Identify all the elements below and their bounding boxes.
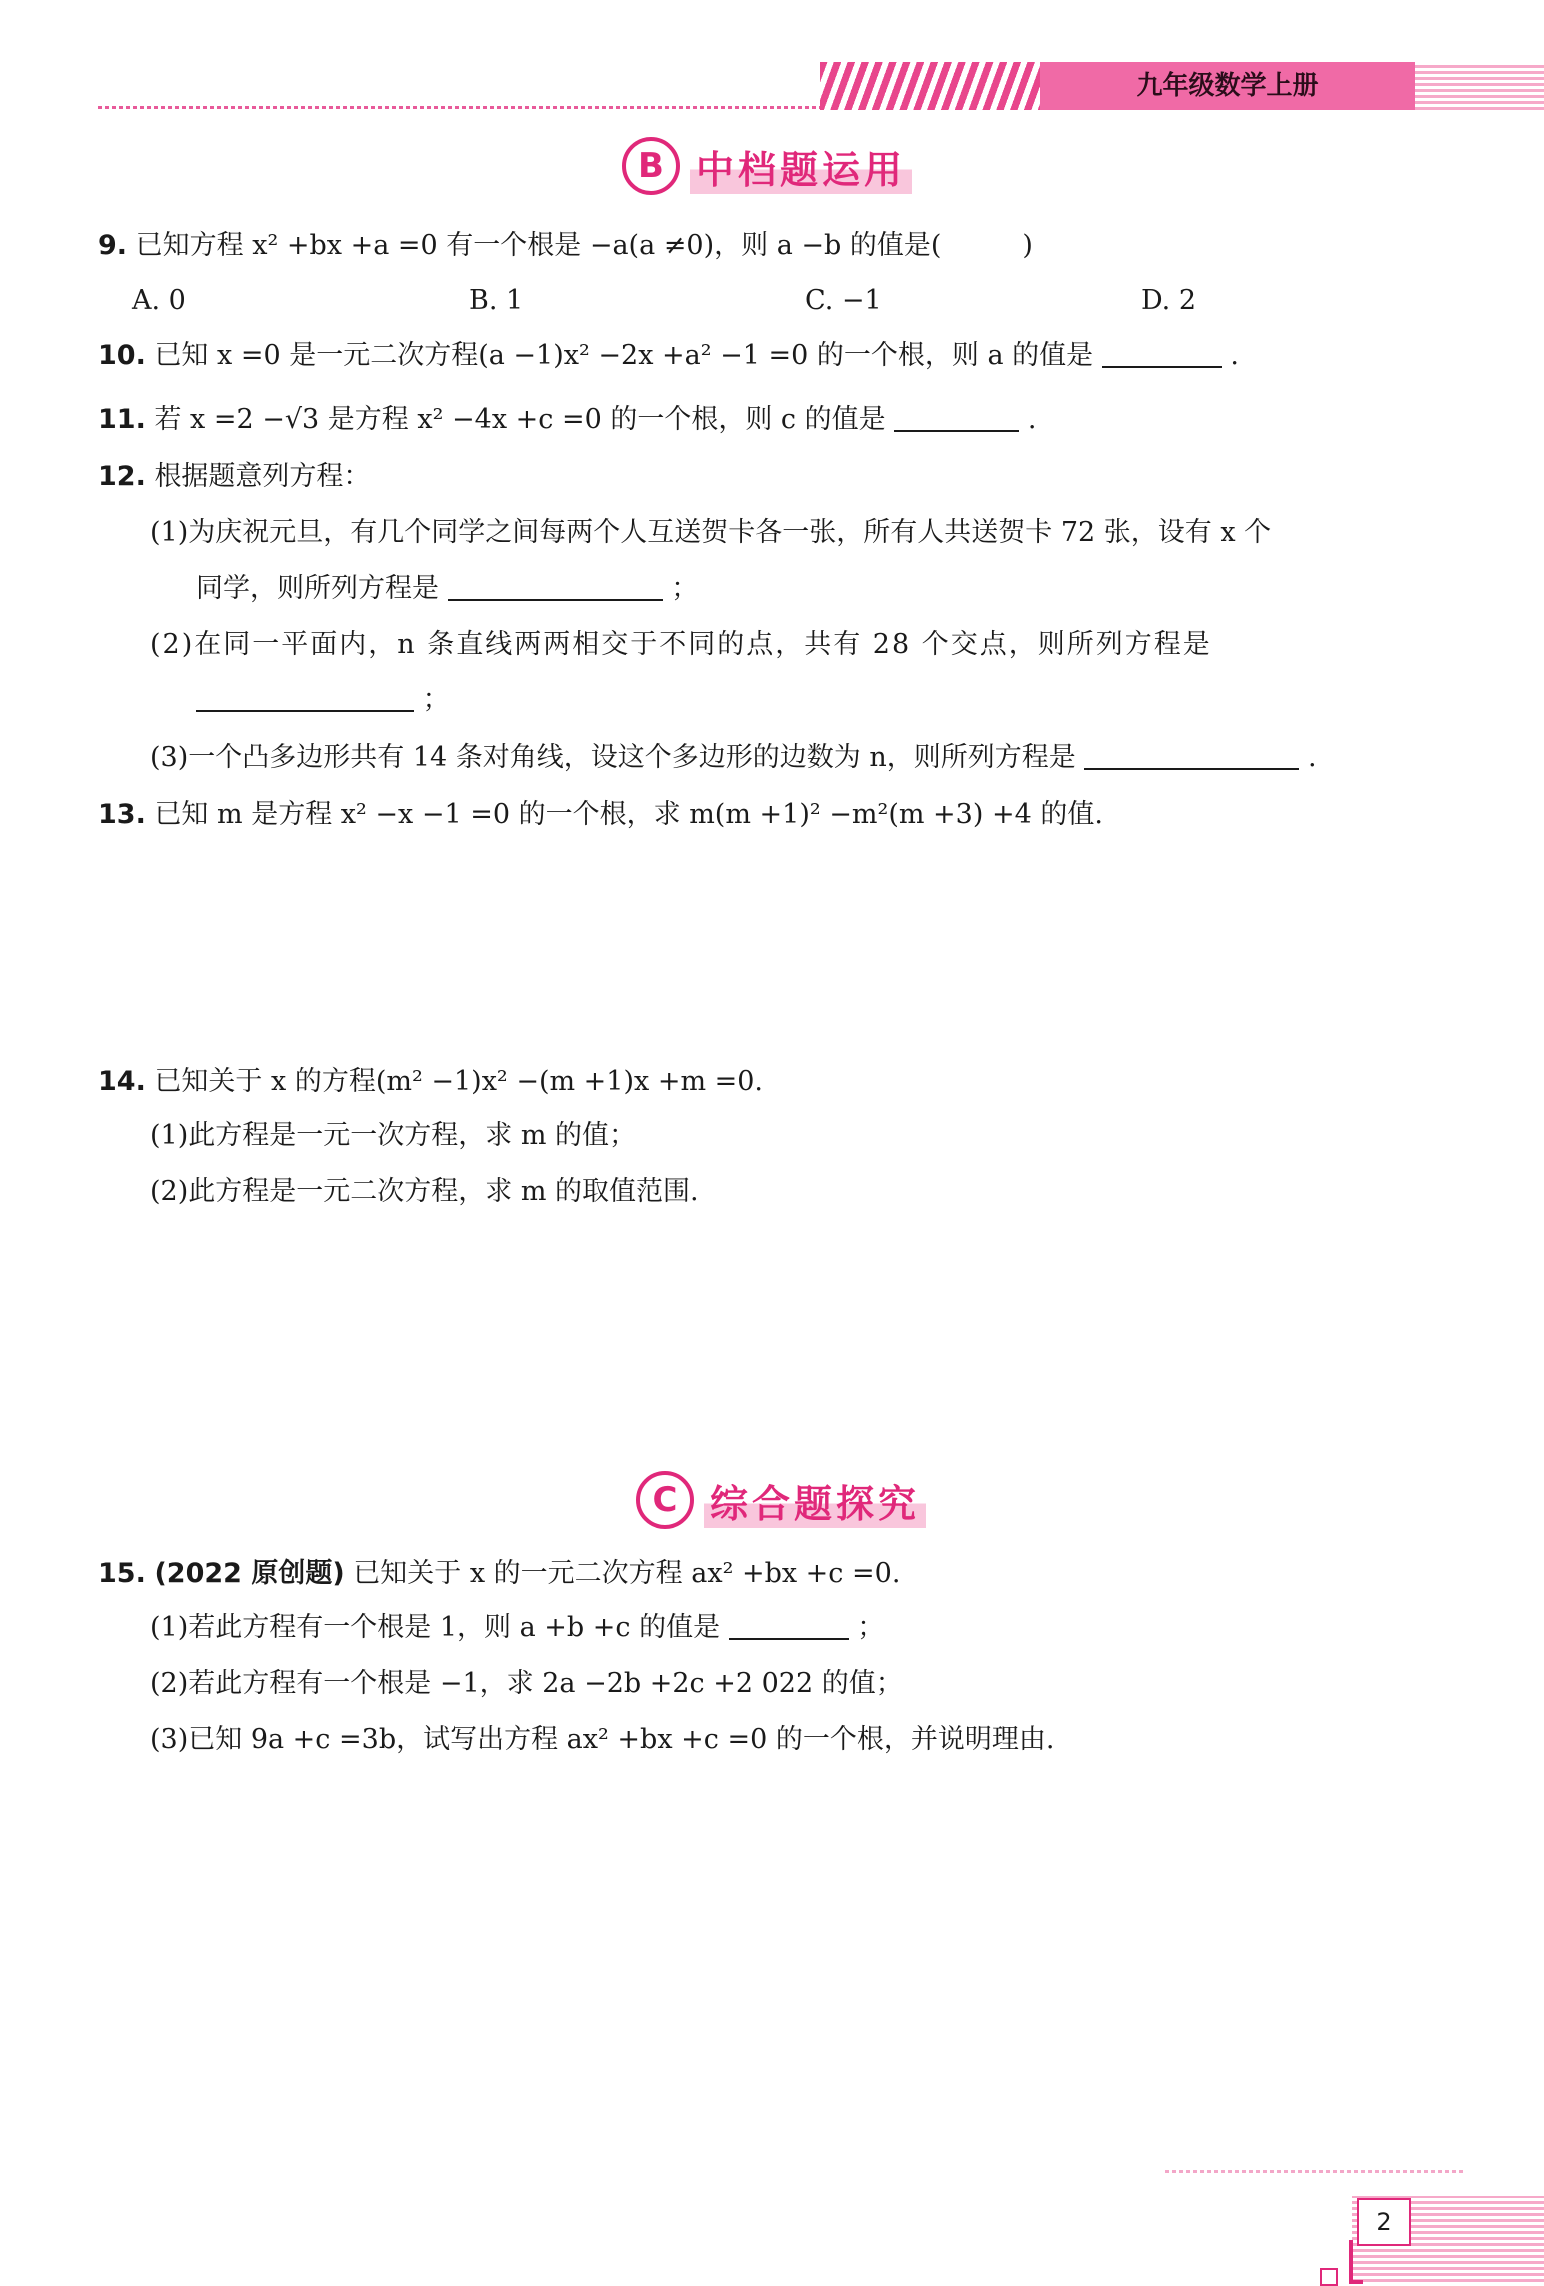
option-c: C. −1 — [805, 285, 882, 316]
question-text: 已知关于 x 的方程(m² −1)x² −(m +1)x +m =0. — [154, 1066, 764, 1097]
question-text: 已知 x =0 是一元二次方程(a −1)x² −2x +a² −1 =0 的一个根，则 a 的值是 — [154, 340, 1094, 371]
question-12-part-2-line-1: (2)在同一平面内，n 条直线两两相交于不同的点，共有 28 个交点，则所列方程是 — [150, 629, 1212, 660]
part-text: (1)若此方程有一个根是 1，则 a +b +c 的值是 — [150, 1612, 721, 1643]
question-end: . — [1230, 340, 1239, 371]
page-number: 2 — [1357, 2198, 1411, 2246]
question-text: 若 x =2 −√3 是方程 x² −4x +c =0 的一个根，则 c 的值是 — [154, 404, 886, 435]
answer-blank — [894, 402, 1019, 432]
question-14-part-2: (2)此方程是一元二次方程，求 m 的取值范围. — [150, 1176, 699, 1207]
answer-blank — [1084, 740, 1299, 770]
question-12 — [98, 457, 370, 497]
question-12-part-3 — [150, 738, 1317, 778]
section-b-heading — [622, 136, 912, 196]
question-12-part-2-line-2 — [196, 680, 450, 720]
option-d: D. 2 — [1141, 285, 1197, 316]
answer-blank — [1102, 338, 1222, 368]
footer-corner-mark — [1349, 2240, 1363, 2284]
question-number: 14. — [98, 1066, 146, 1097]
option-b: B. 1 — [469, 285, 524, 316]
section-c-badge: C — [636, 1471, 694, 1529]
question-text: 已知关于 x 的一元二次方程 ax² +bx +c =0. — [353, 1558, 901, 1589]
book-title: 九年级数学上册 — [1136, 71, 1319, 101]
question-end: . — [1027, 404, 1037, 435]
question-number: 9. — [98, 230, 128, 261]
question-14-part-1: (1)此方程是一元一次方程，求 m 的值； — [150, 1120, 637, 1151]
question-10 — [98, 336, 1239, 376]
part-end: ； — [671, 573, 699, 604]
footer-square-icon — [1320, 2268, 1338, 2286]
question-15-part-2: (2)若此方程有一个根是 −1，求 2a −2b +2c +2 022 的值； — [150, 1668, 903, 1699]
part-end: ； — [422, 684, 450, 715]
footer-rule — [1165, 2170, 1465, 2173]
question-source: (2022 原创题) — [154, 1558, 345, 1589]
question-9 — [98, 226, 1033, 266]
header-fade — [1415, 62, 1544, 110]
question-number: 11. — [98, 404, 146, 435]
question-13 — [98, 795, 1103, 835]
option-a: A. 0 — [132, 285, 186, 316]
part-end: . — [1307, 742, 1317, 773]
question-15-part-1 — [150, 1608, 884, 1648]
question-11 — [98, 400, 1036, 440]
answer-blank — [448, 571, 663, 601]
answer-blank — [196, 682, 414, 712]
question-14 — [98, 1062, 763, 1102]
part-text: (3)一个凸多边形共有 14 条对角线，设这个多边形的边数为 n，则所列方程是 — [150, 742, 1076, 773]
part-text: 同学，则所列方程是 — [196, 573, 439, 604]
answer-blank — [729, 1610, 849, 1640]
question-text: 已知 m 是方程 x² −x −1 =0 的一个根，求 m(m +1)² −m²(m +3) +4 的值. — [154, 799, 1103, 830]
part-end: ； — [857, 1612, 885, 1643]
header-stripes — [820, 62, 1045, 110]
question-number: 12. — [98, 461, 146, 492]
section-b-title: 中档题运用 — [690, 139, 912, 194]
section-b-badge: B — [622, 137, 680, 195]
question-number: 13. — [98, 799, 146, 830]
question-12-part-1-line-2 — [196, 569, 698, 609]
section-c-title: 综合题探究 — [704, 1473, 926, 1528]
section-c-heading — [636, 1470, 926, 1530]
question-15-part-3: (3)已知 9a +c =3b，试写出方程 ax² +bx +c =0 的一个根，并说明理由. — [150, 1724, 1055, 1755]
question-12-part-1-line-1: (1)为庆祝元旦，有几个同学之间每两个人互送贺卡各一张，所有人共送贺卡 72 张，设有 x 个 — [150, 517, 1272, 548]
question-15 — [98, 1554, 900, 1594]
question-number: 15. — [98, 1558, 146, 1589]
question-number: 10. — [98, 340, 146, 371]
question-text: 已知方程 x² +bx +a =0 有一个根是 −a(a ≠0)，则 a −b 的值是( ) — [135, 230, 1033, 261]
question-text: 根据题意列方程： — [154, 461, 371, 492]
